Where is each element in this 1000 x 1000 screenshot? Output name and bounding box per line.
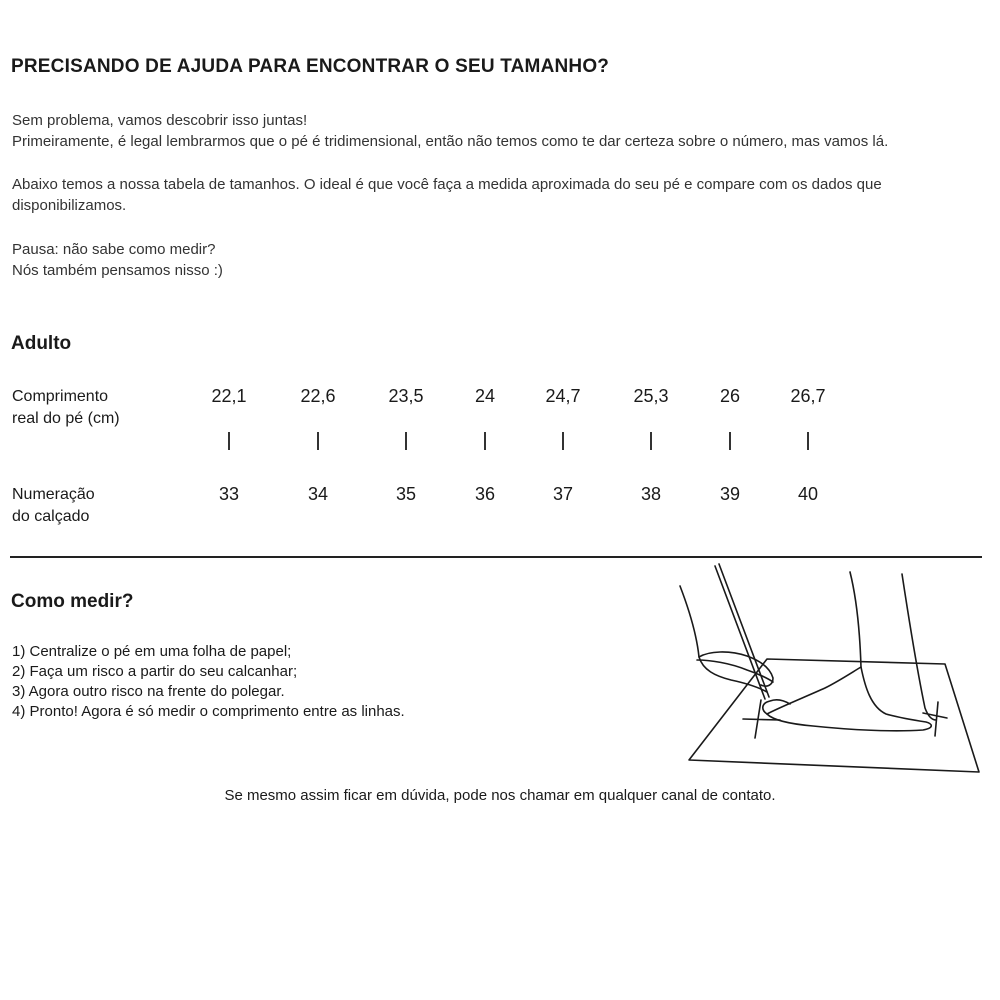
shoe-size-label-line1: Numeração	[12, 486, 95, 503]
foot-measuring-illustration	[675, 560, 985, 780]
size-table-title: Adulto	[11, 333, 72, 354]
foot-length-value: 22,1	[211, 386, 247, 406]
shoe-size-label-line2: do calçado	[12, 508, 90, 525]
measure-step: 2) Faça um risco a partir do seu calcanhar;	[12, 663, 298, 680]
measure-step: 3) Agora outro risco na frente do polegar.	[12, 683, 285, 700]
leg-outline	[767, 572, 931, 731]
foot-length-label-line1: Comprimento	[12, 388, 109, 405]
foot-length-value: 22,6	[300, 386, 336, 406]
measure-step: 1) Centralize o pé em uma folha de papel;	[12, 643, 292, 660]
shoe-size-value: 40	[797, 484, 819, 504]
intro-paragraph-2: Abaixo temos a nossa tabela de tamanhos. O ideal é que você faça a medida aproximada do seu pé e compare com os dados que disponibilizamos.	[12, 176, 882, 214]
foot-length-value: 23,5	[388, 386, 424, 406]
foot-length-value: 24,7	[545, 386, 581, 406]
foot-length-value: 24	[474, 386, 496, 406]
shoe-size-value: 37	[552, 484, 574, 504]
shoe-size-value: 35	[395, 484, 417, 504]
foot-length-label	[12, 386, 162, 430]
heel-mark-lines	[923, 702, 947, 736]
foot-length-value: 26	[719, 386, 741, 406]
page-heading: PRECISANDO DE AJUDA PARA ENCONTRAR O SEU TAMANHO?	[11, 56, 610, 77]
column-divider-tick	[562, 432, 564, 450]
shoe-size-value: 34	[307, 484, 329, 504]
intro-line-greeting: Sem problema, vamos descobrir isso juntas!	[12, 112, 308, 129]
intro-line-pause: Pausa: não sabe como medir?	[12, 241, 216, 258]
section-divider	[10, 556, 982, 558]
shoe-size-value: 38	[640, 484, 662, 504]
pen-outline	[715, 564, 769, 699]
footer-contact-note: Se mesmo assim ficar em dúvida, pode nos chamar em qualquer canal de contato.	[224, 787, 776, 804]
foot-top-outline	[767, 667, 861, 714]
column-divider-tick	[405, 432, 407, 450]
shoe-size-label	[12, 484, 162, 528]
shoe-size-value: 39	[719, 484, 741, 504]
intro-line-disclaimer: Primeiramente, é legal lembrarmos que o pé é tridimensional, então não temos como te dar certeza sobre o número, mas vamos lá.	[12, 133, 889, 150]
leg-back-outline	[902, 574, 936, 720]
foot-length-value: 25,3	[633, 386, 669, 406]
column-divider-tick	[317, 432, 319, 450]
column-divider-tick	[729, 432, 731, 450]
column-divider-tick	[807, 432, 809, 450]
how-to-measure-title: Como medir?	[11, 591, 134, 612]
column-divider-tick	[484, 432, 486, 450]
intro-paragraph-1	[12, 110, 972, 152]
toes-outline	[763, 700, 790, 714]
shoe-size-value: 33	[218, 484, 240, 504]
intro-line-thought: Nós também pensamos nisso :)	[12, 262, 223, 279]
measure-step: 4) Pronto! Agora é só medir o comprimento entre as linhas.	[12, 703, 405, 720]
measure-steps-list	[12, 642, 405, 722]
shoe-size-value: 36	[474, 484, 496, 504]
intro-paragraph-3	[12, 239, 972, 281]
column-divider-tick	[228, 432, 230, 450]
column-divider-tick	[650, 432, 652, 450]
foot-length-value: 26,7	[790, 386, 826, 406]
foot-length-label-line2: real do pé (cm)	[12, 410, 120, 427]
